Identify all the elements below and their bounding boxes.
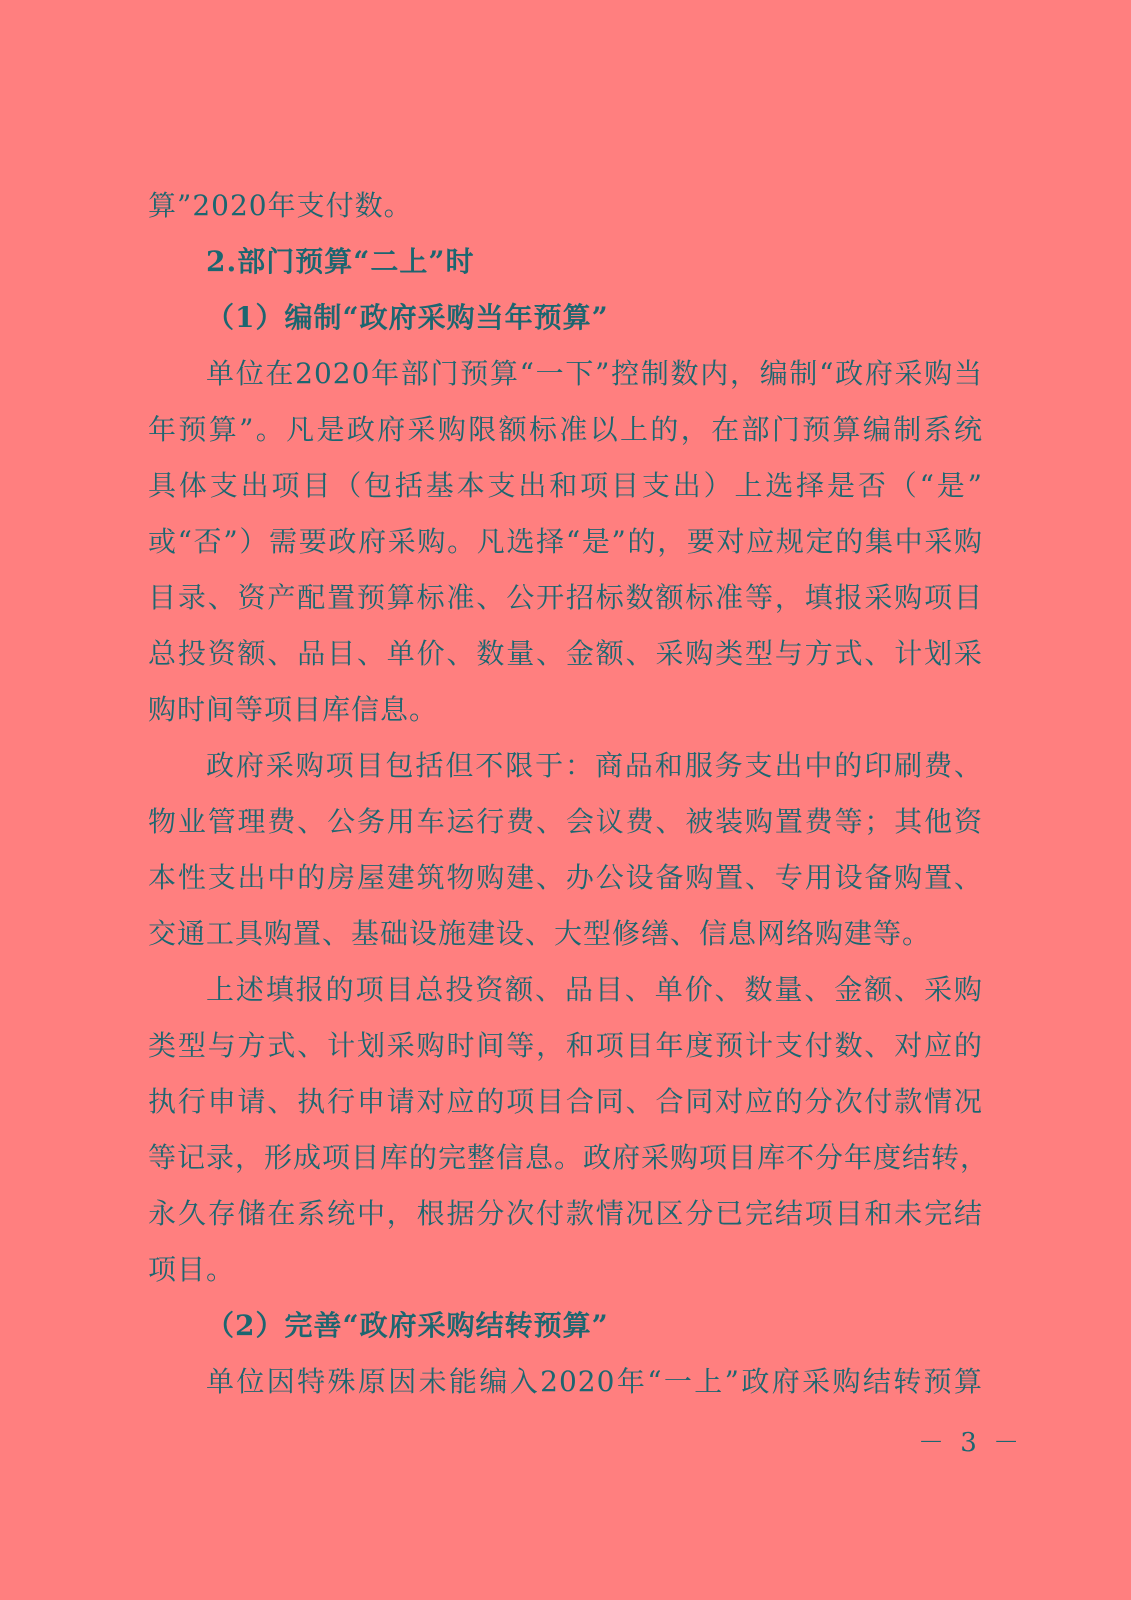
- paragraph-line: 政府采购项目包括但不限于：商品和服务支出中的印刷费、: [206, 749, 983, 782]
- paragraph-line: 算”2020年支付数。: [148, 189, 413, 222]
- paragraph-line: 项目。: [148, 1253, 236, 1286]
- paragraph-line: 单位在2020年部门预算“一下”控制数内，编制“政府采购当: [206, 357, 983, 390]
- subsection-heading: （1）编制“政府采购当年预算”: [206, 301, 609, 334]
- document-body: [148, 178, 990, 1410]
- page-number: － 3 －: [918, 1428, 1024, 1458]
- paragraph-line: 具体支出项目（包括基本支出和项目支出）上选择是否（“是”: [148, 469, 983, 502]
- paragraph-line: 上述填报的项目总投资额、品目、单价、数量、金额、采购: [206, 973, 983, 1006]
- paragraph-line: 目录、资产配置预算标准、公开招标数额标准等，填报采购项目: [148, 581, 983, 614]
- paragraph-line: 本性支出中的房屋建筑物购建、办公设备购置、专用设备购置、: [148, 861, 983, 894]
- paragraph-line: 交通工具购置、基础设施建设、大型修缮、信息网络购建等。: [148, 917, 932, 950]
- paragraph-line: 永久存储在系统中，根据分次付款情况区分已完结项目和未完结: [148, 1197, 983, 1230]
- subsection-heading: （2）完善“政府采购结转预算”: [206, 1309, 609, 1342]
- paragraph-line: 类型与方式、计划采购时间等，和项目年度预计支付数、对应的: [148, 1029, 983, 1062]
- paragraph-line: 年预算”。凡是政府采购限额标准以上的，在部门预算编制系统: [148, 413, 983, 446]
- paragraph-line: 等记录，形成项目库的完整信息。政府采购项目库不分年度结转，: [148, 1141, 990, 1174]
- paragraph-line: 执行申请、执行申请对应的项目合同、合同对应的分次付款情况: [148, 1085, 983, 1118]
- paragraph-line: 总投资额、品目、单价、数量、金额、采购类型与方式、计划采: [148, 637, 983, 670]
- paragraph-line: 购时间等项目库信息。: [148, 693, 439, 726]
- paragraph-line: 单位因特殊原因未能编入2020年“一上”政府采购结转预算: [206, 1365, 983, 1398]
- paragraph-line: 或“否”）需要政府采购。凡选择“是”的，要对应规定的集中采购: [148, 525, 983, 558]
- paragraph-line: 物业管理费、公务用车运行费、会议费、被装购置费等；其他资: [148, 805, 983, 838]
- section-heading: 2.部门预算“二上”时: [206, 245, 475, 278]
